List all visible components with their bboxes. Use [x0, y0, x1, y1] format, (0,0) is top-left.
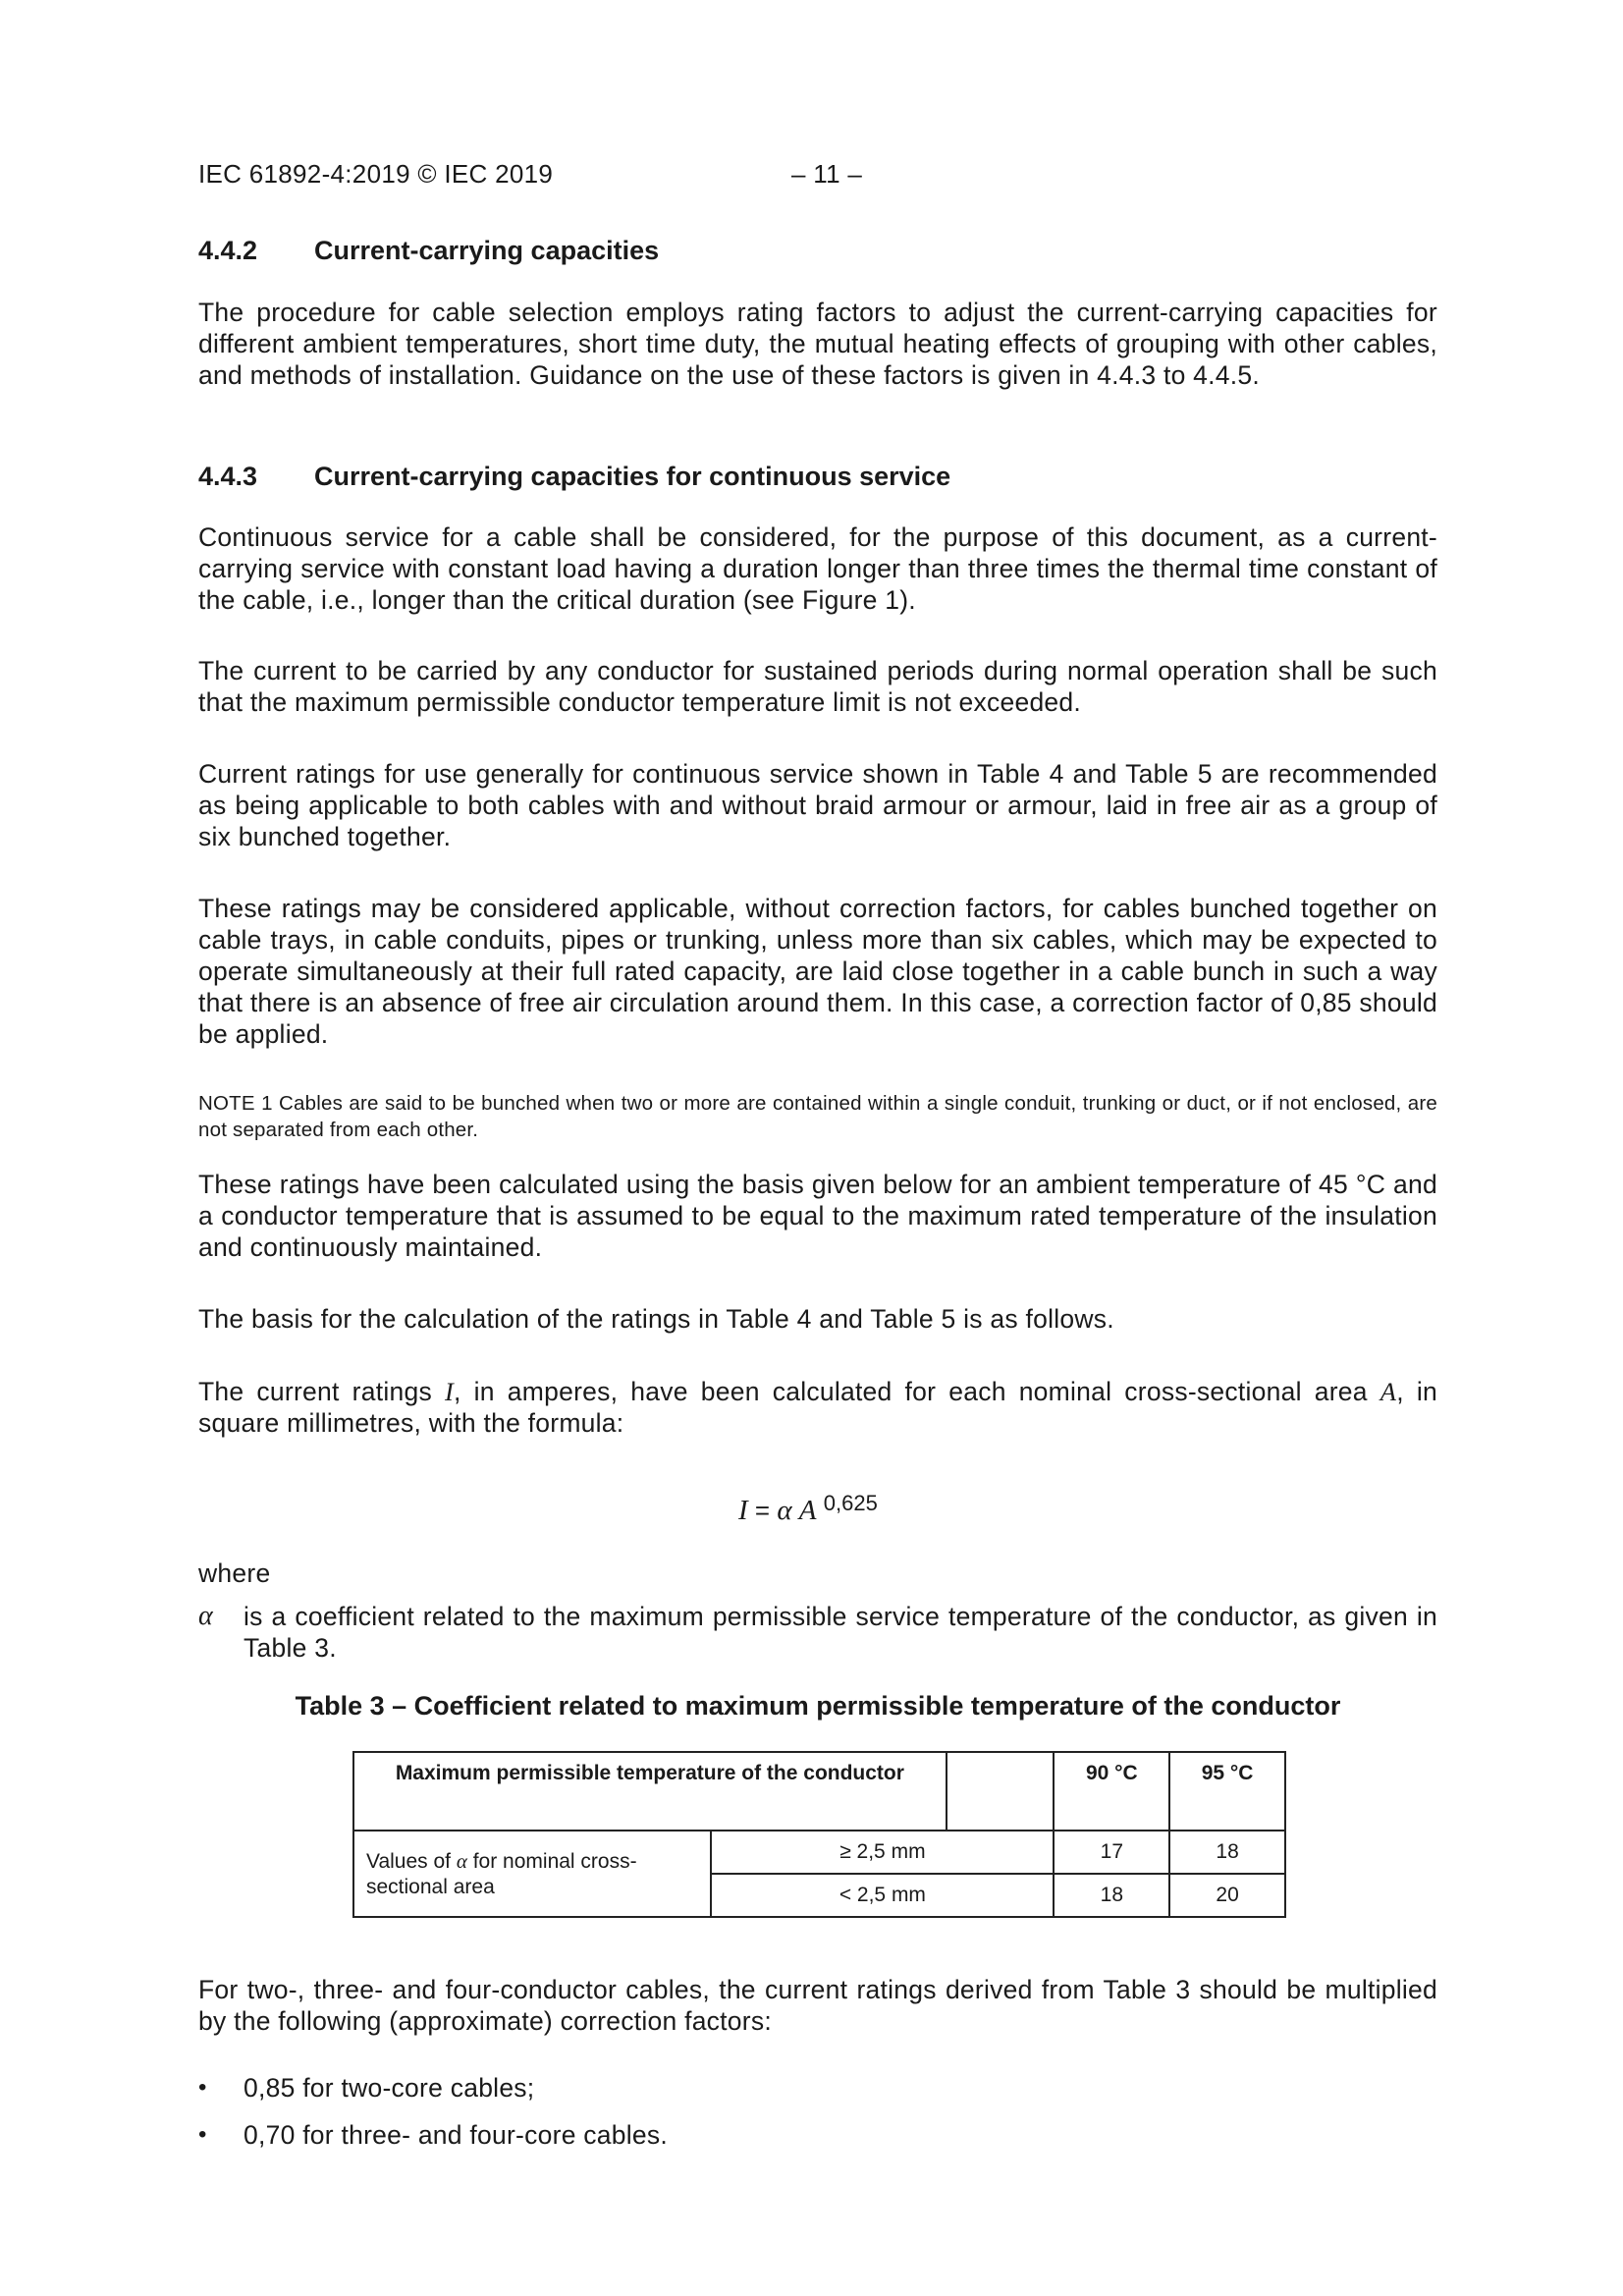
- table-cell-95: 20: [1169, 1874, 1285, 1917]
- table-cell-90: 18: [1054, 1874, 1169, 1917]
- page-number: – 11 –: [791, 159, 863, 189]
- list-item: • 0,70 for three- and four-core cables.: [198, 2120, 669, 2150]
- note-1: NOTE 1 Cables are said to be bunched when two or more are contained within a single conduit, trunking or duct, or if not enclosed, are not separated from each other.: [198, 1092, 1437, 1141]
- formula-equals: =: [747, 1496, 778, 1525]
- formula-lhs: I: [738, 1495, 748, 1526]
- paragraph: These ratings have been calculated using the basis given below for an ambient temperature of 45 °C and a conductor temperature that is assumed to be equal to the maximum rated temperature of the insulation and continuously maintained.: [198, 1170, 1437, 1262]
- symbol-A: A: [1380, 1377, 1397, 1406]
- table-row-label: Values of α for nominal cross-sectional area: [353, 1831, 711, 1917]
- formula-A: A: [791, 1495, 817, 1526]
- alpha-symbol: α: [456, 1848, 467, 1873]
- bullet-icon: •: [198, 2074, 207, 2101]
- section-heading-4-4-3: [198, 462, 950, 492]
- paragraph: The procedure for cable selection employs rating factors to adjust the current-carrying capacities for different ambient temperatures, short time duty, the mutual heating effects of grouping with other cables, and methods of installation. Guidance on the use of these factors is given in 4.4.3 to 4.4.5.: [198, 298, 1437, 390]
- table-cell-condition: ≥ 2,5 mm: [711, 1831, 1054, 1874]
- paragraph: These ratings may be considered applicable, without correction factors, for cables bunched together on cable trays, in cable conduits, pipes or trunking, unless more than six cables, which may be expected to operate simultaneously at their full rated capacity, are laid close together in a cable bunch in such a way that there is an absence of free air circulation around them. In this case, a correction factor of 0,85 should be applied.: [198, 894, 1437, 1049]
- formula-alpha: α: [777, 1495, 792, 1526]
- list-item: • 0,85 for two-core cables;: [198, 2073, 535, 2103]
- definition-text: is a coefficient related to the maximum permissible service temperature of the conductor, as given in Table 3.: [243, 1602, 1437, 1663]
- where-label: where: [198, 1558, 271, 1588]
- formula-exponent: 0,625: [823, 1491, 878, 1515]
- section-title: Current-carrying capacities: [314, 236, 660, 265]
- section-heading-4-4-2: [198, 236, 659, 266]
- paragraph: The basis for the calculation of the ratings in Table 4 and Table 5 is as follows.: [198, 1304, 1114, 1334]
- table-header-row: [353, 1752, 1285, 1831]
- section-number: 4.4.3: [198, 462, 258, 491]
- bullet-list: [198, 2072, 1437, 2166]
- paragraph: The current to be carried by any conductor for sustained periods during normal operation shall be such that the maximum permissible conductor temperature limit is not exceeded.: [198, 656, 1437, 717]
- table-header-90: 90 °C: [1054, 1752, 1169, 1831]
- table-row: [353, 1831, 1285, 1874]
- symbol-I: I: [444, 1377, 455, 1406]
- formula: [738, 1491, 878, 1527]
- table-header-blank: [947, 1752, 1055, 1831]
- section-title: Current-carrying capacities for continuous service: [314, 462, 951, 491]
- bullet-icon: •: [198, 2121, 207, 2148]
- paragraph: For two-, three- and four-conductor cables, the current ratings derived from Table 3 should be multiplied by the following (approximate) correction factors:: [198, 1975, 1437, 2036]
- definition-symbol: α: [198, 1601, 213, 1631]
- paragraph-formula-intro: The current ratings I, in amperes, have been calculated for each nominal cross-sectional area A, in square millimetres, with the formula:: [198, 1377, 1437, 1438]
- table-cell-95: 18: [1169, 1831, 1285, 1874]
- table-cell-90: 17: [1054, 1831, 1169, 1874]
- paragraph: Continuous service for a cable shall be considered, for the purpose of this document, as a current-carrying service with constant load having a duration longer than three times the thermal time constant of the cable, i.e., longer than the critical duration (see Figure 1).: [198, 522, 1437, 615]
- section-number: 4.4.2: [198, 236, 258, 265]
- page-header: [198, 159, 863, 190]
- table-cell-condition: < 2,5 mm: [711, 1874, 1054, 1917]
- paragraph: Current ratings for use generally for continuous service shown in Table 4 and Table 5 are recommended as being applicable to both cables with and without braid armour or armour, laid in free air as a group of six bunched together.: [198, 759, 1437, 851]
- definition-list: [198, 1601, 1437, 1664]
- table-header-label: Maximum permissible temperature of the conductor: [353, 1752, 947, 1831]
- table-header-95: 95 °C: [1169, 1752, 1285, 1831]
- coefficient-table: [352, 1751, 1286, 1918]
- table-title: Table 3 – Coefficient related to maximum permissible temperature of the conductor: [295, 1691, 1341, 1721]
- standard-reference: IEC 61892-4:2019 © IEC 2019: [198, 159, 554, 189]
